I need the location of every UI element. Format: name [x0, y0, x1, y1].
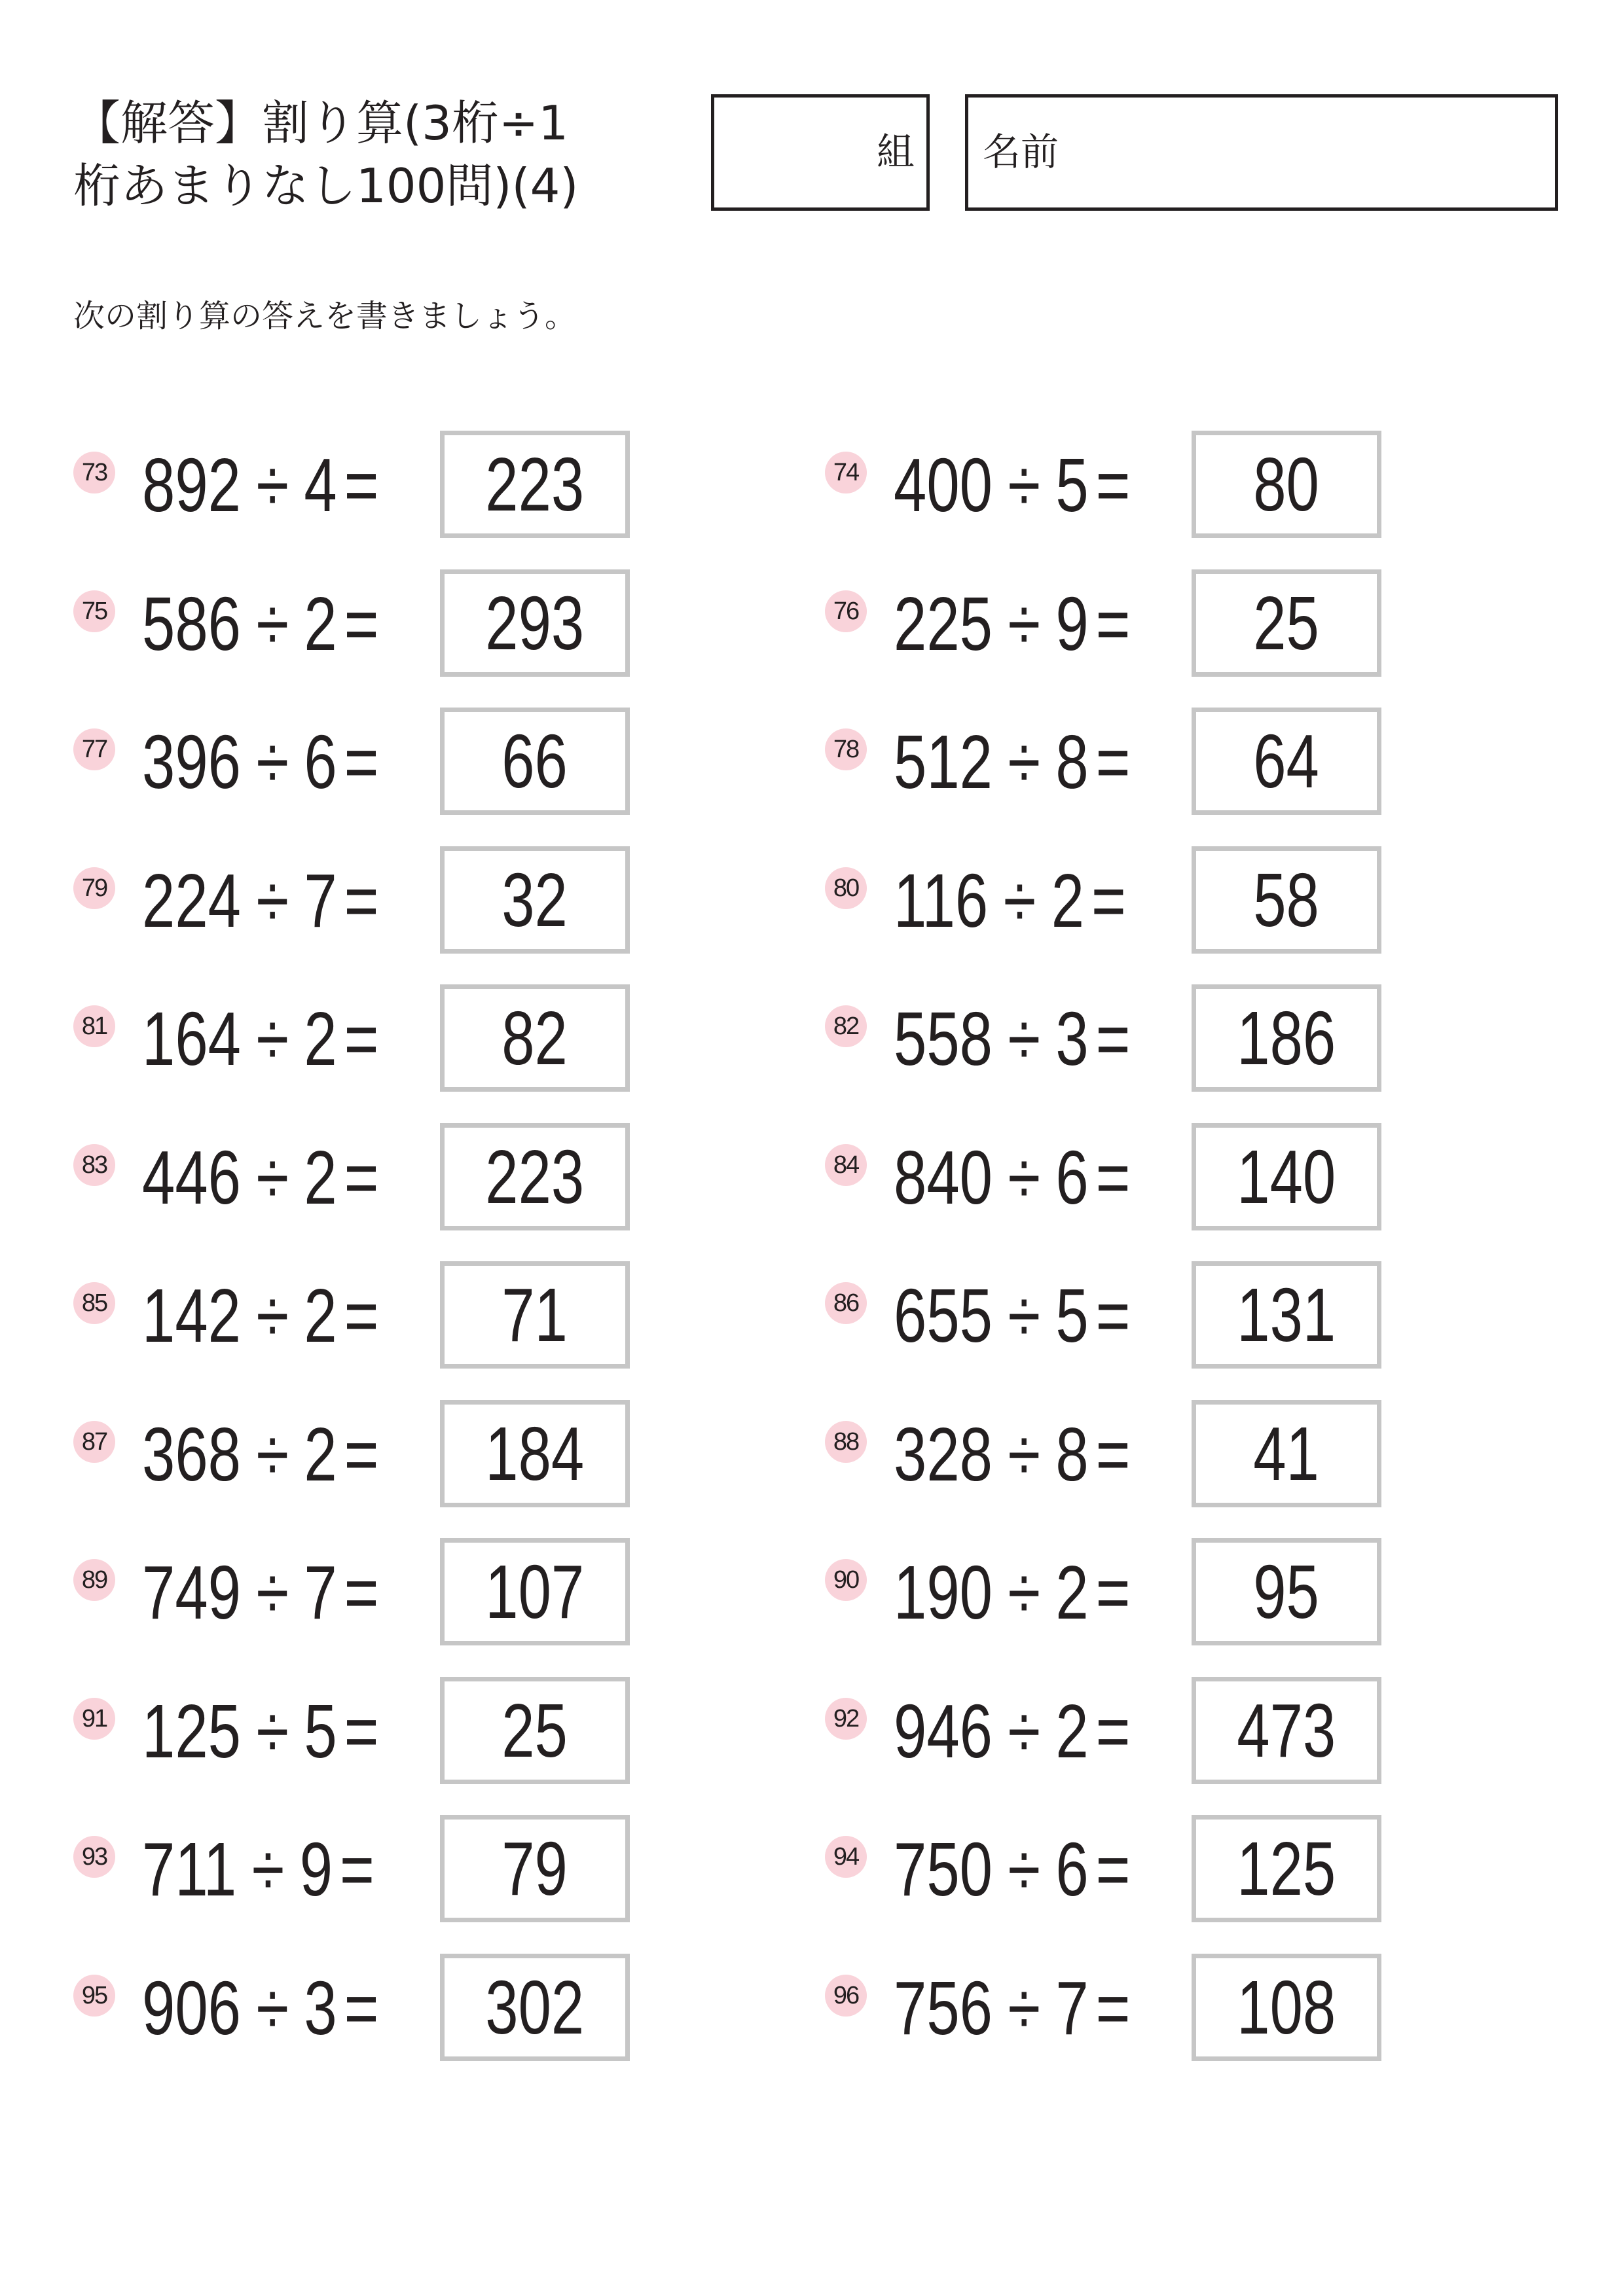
problem-number-badge: 80	[825, 867, 867, 909]
equals-sign: =	[344, 581, 379, 666]
division-expression	[142, 1965, 379, 2051]
equals-sign: =	[1095, 1550, 1131, 1635]
division-expression	[142, 1827, 374, 1912]
problem-number-badge: 77	[73, 728, 115, 770]
equals-sign: =	[1095, 581, 1131, 666]
divisor: 2	[304, 996, 337, 1081]
dividend: 946	[894, 1689, 993, 1774]
answer-box[interactable]	[440, 1261, 630, 1369]
problem-row	[825, 1954, 1388, 2064]
equals-sign: =	[1095, 996, 1131, 1081]
answer-value: 82	[501, 996, 568, 1081]
answer-box[interactable]	[440, 1815, 630, 1922]
divisor: 6	[1055, 1827, 1089, 1912]
dividend: 892	[142, 442, 241, 528]
equals-sign: =	[339, 1827, 374, 1912]
problem-row	[73, 708, 636, 817]
answer-box[interactable]	[440, 708, 630, 815]
answer-value: 186	[1237, 996, 1336, 1081]
problem-number-badge: 95	[73, 1975, 115, 2017]
equals-sign: =	[344, 1689, 379, 1774]
problem-number-badge: 83	[73, 1144, 115, 1186]
answer-box[interactable]	[440, 846, 630, 954]
equals-sign: =	[1095, 442, 1131, 528]
divide-sign: ÷	[1008, 1689, 1041, 1774]
divisor: 8	[1055, 719, 1089, 804]
answer-box[interactable]	[1192, 984, 1381, 1092]
divide-sign: ÷	[256, 858, 289, 943]
answer-value: 302	[485, 1965, 585, 2050]
title-line-2: 桁あまりなし100問)(4)	[73, 158, 579, 213]
division-expression	[894, 1965, 1131, 2051]
divide-sign: ÷	[251, 1827, 285, 1912]
division-expression	[142, 1135, 379, 1220]
division-expression	[894, 719, 1131, 804]
division-expression	[142, 1550, 379, 1635]
answer-box[interactable]	[1192, 569, 1381, 677]
dividend: 224	[142, 858, 241, 943]
answer-value: 125	[1237, 1826, 1336, 1911]
divisor: 6	[304, 719, 337, 804]
problem-number-badge: 93	[73, 1836, 115, 1878]
divide-sign: ÷	[256, 996, 289, 1081]
division-expression	[142, 1273, 379, 1358]
dividend: 328	[894, 1412, 993, 1497]
answer-value: 25	[501, 1688, 568, 1773]
problem-number-badge: 84	[825, 1144, 867, 1186]
problem-row	[73, 1538, 636, 1648]
dividend: 396	[142, 719, 241, 804]
answer-value: 108	[1237, 1965, 1336, 2050]
divisor: 2	[304, 1135, 337, 1220]
dividend: 368	[142, 1412, 241, 1497]
divisor: 2	[1051, 858, 1085, 943]
problem-number-badge: 92	[825, 1698, 867, 1740]
answer-box[interactable]	[440, 1677, 630, 1784]
divisor: 2	[304, 581, 337, 666]
problem-row	[73, 1677, 636, 1787]
division-expression	[142, 1689, 379, 1774]
problem-number-badge: 76	[825, 590, 867, 632]
problem-row	[73, 1954, 636, 2064]
equals-sign: =	[1095, 1412, 1131, 1497]
instruction-text: 次の割り算の答えを書きましょう。	[73, 298, 577, 334]
answer-value: 80	[1253, 442, 1320, 527]
problem-row	[73, 1400, 636, 1510]
divide-sign: ÷	[256, 1412, 289, 1497]
problem-row	[825, 1261, 1388, 1371]
division-expression	[142, 996, 379, 1081]
answer-box[interactable]	[440, 569, 630, 677]
divisor: 5	[304, 1689, 337, 1774]
divide-sign: ÷	[1008, 581, 1041, 666]
answer-value: 107	[485, 1549, 585, 1634]
division-expression	[894, 996, 1131, 1081]
class-label: 組	[876, 130, 915, 174]
division-expression	[142, 858, 379, 943]
problem-row	[825, 1677, 1388, 1787]
divide-sign: ÷	[256, 719, 289, 804]
equals-sign: =	[344, 996, 379, 1081]
equals-sign: =	[1091, 858, 1126, 943]
division-expression	[894, 1412, 1131, 1497]
problem-row	[825, 431, 1388, 541]
problem-number-badge: 82	[825, 1005, 867, 1047]
answer-box[interactable]	[1192, 1123, 1381, 1230]
equals-sign: =	[344, 1412, 379, 1497]
division-expression	[894, 442, 1131, 528]
dividend: 164	[142, 996, 241, 1081]
answer-box[interactable]	[440, 1123, 630, 1230]
answer-box[interactable]	[1192, 1677, 1381, 1784]
divisor: 3	[304, 1965, 337, 2051]
answer-box[interactable]	[440, 1538, 630, 1645]
problem-row	[73, 984, 636, 1094]
equals-sign: =	[344, 1273, 379, 1358]
divide-sign: ÷	[256, 442, 289, 528]
divisor: 2	[304, 1273, 337, 1358]
answer-value: 66	[501, 719, 568, 804]
answer-box[interactable]	[1192, 1954, 1381, 2061]
equals-sign: =	[344, 1135, 379, 1220]
division-expression	[142, 442, 379, 528]
problem-number-badge: 94	[825, 1836, 867, 1878]
equals-sign: =	[1095, 719, 1131, 804]
answer-value: 223	[485, 442, 585, 527]
answer-value: 223	[485, 1134, 585, 1219]
problem-row	[825, 708, 1388, 817]
divisor: 3	[1055, 996, 1089, 1081]
divisor: 7	[1055, 1965, 1089, 2051]
problem-row	[825, 569, 1388, 679]
problem-row	[825, 984, 1388, 1094]
divisor: 4	[304, 442, 337, 528]
answer-box[interactable]	[1192, 431, 1381, 538]
answer-value: 95	[1253, 1549, 1320, 1634]
dividend: 116	[894, 858, 989, 943]
division-expression	[894, 1135, 1131, 1220]
dividend: 756	[894, 1965, 993, 2051]
answer-box[interactable]	[440, 1954, 630, 2061]
problem-row	[73, 431, 636, 541]
problem-number-badge: 75	[73, 590, 115, 632]
equals-sign: =	[1095, 1689, 1131, 1774]
answer-box[interactable]	[1192, 1815, 1381, 1922]
divide-sign: ÷	[1008, 1965, 1041, 2051]
problem-row	[73, 1261, 636, 1371]
problem-row	[73, 569, 636, 679]
dividend: 906	[142, 1965, 241, 2051]
problem-number-badge: 89	[73, 1559, 115, 1601]
divisor: 5	[1055, 442, 1089, 528]
answer-value: 64	[1253, 719, 1320, 804]
dividend: 750	[894, 1827, 993, 1912]
answer-value: 131	[1237, 1272, 1336, 1357]
division-expression	[894, 1273, 1131, 1358]
divide-sign: ÷	[1008, 1273, 1041, 1358]
title-line-1: 【解答】割り算(3桁÷1	[73, 96, 569, 151]
problem-row	[73, 1815, 636, 1925]
equals-sign: =	[1095, 1273, 1131, 1358]
divisor: 7	[304, 1550, 337, 1635]
dividend: 586	[142, 581, 241, 666]
answer-box[interactable]	[1192, 708, 1381, 815]
answer-value: 184	[485, 1411, 585, 1496]
divisor: 9	[299, 1827, 333, 1912]
divisor: 2	[1055, 1550, 1089, 1635]
divide-sign: ÷	[1008, 1412, 1041, 1497]
divide-sign: ÷	[256, 1273, 289, 1358]
division-expression	[142, 1412, 379, 1497]
problem-number-badge: 78	[825, 728, 867, 770]
problem-number-badge: 81	[73, 1005, 115, 1047]
problem-number-badge: 90	[825, 1559, 867, 1601]
division-expression	[142, 581, 379, 666]
dividend: 711	[142, 1827, 237, 1912]
divide-sign: ÷	[1008, 719, 1041, 804]
answer-box[interactable]	[1192, 846, 1381, 954]
problem-number-badge: 85	[73, 1282, 115, 1324]
problem-row	[825, 1123, 1388, 1233]
dividend: 749	[142, 1550, 241, 1635]
division-expression	[894, 1689, 1131, 1774]
problem-number-badge: 96	[825, 1975, 867, 2017]
divisor: 2	[1055, 1689, 1089, 1774]
divide-sign: ÷	[1008, 996, 1041, 1081]
divide-sign: ÷	[256, 1689, 289, 1774]
dividend: 655	[894, 1273, 993, 1358]
equals-sign: =	[344, 442, 379, 528]
division-expression	[894, 1550, 1131, 1635]
answer-value: 71	[501, 1272, 568, 1357]
name-label: 名前	[983, 130, 1059, 174]
equals-sign: =	[344, 1965, 379, 2051]
divide-sign: ÷	[256, 1550, 289, 1635]
answer-box[interactable]	[440, 1400, 630, 1507]
dividend: 142	[142, 1273, 241, 1358]
dividend: 190	[894, 1550, 993, 1635]
problem-row	[825, 846, 1388, 956]
divisor: 5	[1055, 1273, 1089, 1358]
problem-number-badge: 87	[73, 1421, 115, 1463]
answer-value: 140	[1237, 1134, 1336, 1219]
answer-box[interactable]	[440, 984, 630, 1092]
equals-sign: =	[1095, 1135, 1131, 1220]
problem-number-badge: 88	[825, 1421, 867, 1463]
problem-row	[825, 1538, 1388, 1648]
division-expression	[142, 719, 379, 804]
dividend: 840	[894, 1135, 993, 1220]
dividend: 125	[142, 1689, 241, 1774]
problem-number-badge: 86	[825, 1282, 867, 1324]
answer-value: 58	[1253, 857, 1320, 942]
divide-sign: ÷	[1008, 442, 1041, 528]
divide-sign: ÷	[256, 1965, 289, 2051]
problem-row	[73, 846, 636, 956]
divisor: 2	[304, 1412, 337, 1497]
answer-value: 79	[501, 1826, 568, 1911]
divide-sign: ÷	[1008, 1550, 1041, 1635]
answer-value: 41	[1253, 1411, 1320, 1496]
answer-value: 293	[485, 581, 585, 666]
divisor: 7	[304, 858, 337, 943]
dividend: 558	[894, 996, 993, 1081]
dividend: 400	[894, 442, 993, 528]
division-expression	[894, 858, 1126, 943]
problem-row	[73, 1123, 636, 1233]
answer-box[interactable]	[440, 431, 630, 538]
problem-number-badge: 91	[73, 1698, 115, 1740]
divide-sign: ÷	[256, 581, 289, 666]
divide-sign: ÷	[1003, 858, 1036, 943]
problem-row	[825, 1400, 1388, 1510]
equals-sign: =	[1095, 1965, 1131, 2051]
answer-box[interactable]	[1192, 1400, 1381, 1507]
division-expression	[894, 1827, 1131, 1912]
dividend: 225	[894, 581, 993, 666]
answer-value: 25	[1253, 581, 1320, 666]
answer-value: 473	[1237, 1688, 1336, 1773]
divisor: 6	[1055, 1135, 1089, 1220]
equals-sign: =	[344, 719, 379, 804]
equals-sign: =	[344, 1550, 379, 1635]
division-expression	[894, 581, 1131, 666]
problem-number-badge: 79	[73, 867, 115, 909]
equals-sign: =	[344, 858, 379, 943]
divide-sign: ÷	[1008, 1827, 1041, 1912]
divisor: 9	[1055, 581, 1089, 666]
problem-number-badge: 74	[825, 452, 867, 493]
problem-row	[825, 1815, 1388, 1925]
answer-box[interactable]	[1192, 1261, 1381, 1369]
equals-sign: =	[1095, 1827, 1131, 1912]
answer-box[interactable]	[1192, 1538, 1381, 1645]
dividend: 512	[894, 719, 993, 804]
divide-sign: ÷	[1008, 1135, 1041, 1220]
answer-value: 32	[501, 857, 568, 942]
divisor: 8	[1055, 1412, 1089, 1497]
dividend: 446	[142, 1135, 241, 1220]
divide-sign: ÷	[256, 1135, 289, 1220]
problem-number-badge: 73	[73, 452, 115, 493]
